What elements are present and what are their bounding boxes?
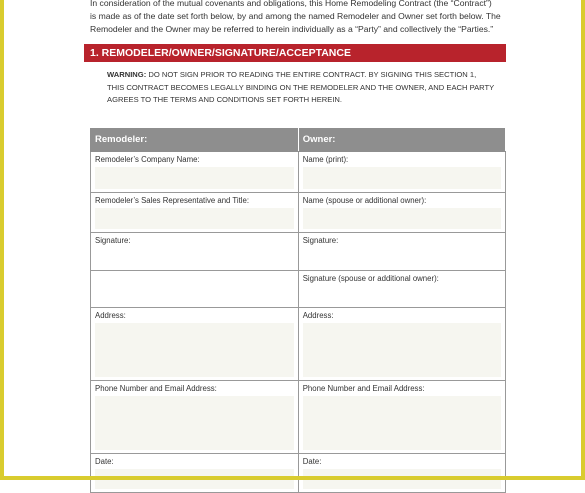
remodeler-header: Remodeler:: [91, 129, 299, 152]
intro-line-3: Remodeler and the Owner may be referred to herein individually as a “Party” and collectively the “Parties.”: [90, 24, 494, 34]
table-row: [91, 454, 506, 493]
owner-signature-spouse-label: Signature (spouse or additional owner):: [302, 274, 439, 283]
owner-header: Owner:: [298, 129, 505, 152]
signature-table: [90, 128, 506, 493]
warning-line-1: DO NOT SIGN PRIOR TO READING THE ENTIRE CONTRACT. BY SIGNING THIS SECTION 1,: [146, 70, 477, 79]
remodeler-empty-cell: [91, 271, 299, 308]
table-row: [91, 152, 506, 193]
remodeler-date-cell: [91, 454, 299, 493]
remodeler-signature-cell: [91, 233, 299, 271]
remodeler-signature-field[interactable]: [95, 248, 294, 267]
remodeler-date-field[interactable]: [95, 469, 294, 489]
intro-paragraph: [90, 0, 512, 36]
owner-name-field[interactable]: [303, 167, 501, 189]
remodeler-company-label: Remodeler’s Company Name:: [95, 155, 200, 164]
remodeler-rep-cell: [91, 193, 299, 233]
table-row: [91, 308, 506, 381]
owner-date-field[interactable]: [303, 469, 501, 489]
remodeler-phone-cell: [91, 381, 299, 454]
remodeler-signature-label: Signature:: [95, 236, 131, 245]
owner-date-cell: [298, 454, 505, 493]
remodeler-phone-field[interactable]: [95, 396, 294, 450]
remodeler-address-field[interactable]: [95, 323, 294, 377]
owner-signature-spouse-field[interactable]: [303, 286, 501, 304]
warning-label: WARNING:: [107, 70, 147, 79]
intro-line-1: In consideration of the mutual covenants and obligations, this Home Remodeling Contract (the “Contract”): [90, 0, 492, 8]
table-row: [91, 381, 506, 454]
table-row: [91, 271, 506, 308]
owner-name-spouse-label: Name (spouse or additional owner):: [302, 196, 427, 205]
owner-address-label: Address:: [302, 311, 334, 320]
owner-signature-label: Signature:: [302, 236, 339, 245]
owner-signature-cell: [298, 233, 505, 271]
remodeler-phone-label: Phone Number and Email Address:: [95, 384, 217, 393]
remodeler-company-field[interactable]: [95, 167, 294, 189]
owner-signature-field[interactable]: [303, 248, 501, 267]
remodeler-rep-field[interactable]: [95, 208, 294, 229]
remodeler-address-label: Address:: [95, 311, 126, 320]
owner-name-label: Name (print):: [302, 155, 349, 164]
warning-line-2: THIS CONTRACT BECOMES LEGALLY BINDING ON THE REMODELER AND THE OWNER, AND EACH PARTY: [107, 82, 495, 92]
table-header-row: [91, 129, 506, 152]
remodeler-rep-label: Remodeler’s Sales Representative and Title:: [95, 196, 249, 205]
section-title: 1. REMODELER/OWNER/SIGNATURE/ACCEPTANCE: [84, 44, 506, 62]
owner-phone-field[interactable]: [303, 396, 501, 450]
owner-date-label: Date:: [302, 457, 322, 466]
warning-line-3: AGREES TO THE TERMS AND CONDITIONS SET FORTH HEREIN.: [107, 95, 343, 104]
intro-line-2: is made as of the date set forth below, by and among the named Remodeler and Owner set forth below. The: [90, 11, 501, 21]
owner-address-field[interactable]: [303, 323, 501, 377]
table-row: [91, 193, 506, 233]
remodeler-company-cell: [91, 152, 299, 193]
owner-address-cell: [298, 308, 505, 381]
owner-name-spouse-field[interactable]: [303, 208, 501, 229]
owner-phone-label: Phone Number and Email Address:: [302, 384, 425, 393]
owner-phone-cell: [298, 381, 505, 454]
remodeler-address-cell: [91, 308, 299, 381]
owner-name-cell: [298, 152, 505, 193]
owner-signature-spouse-cell: [298, 271, 505, 308]
owner-name-spouse-cell: [298, 193, 505, 233]
warning-paragraph: [107, 69, 507, 107]
table-row: [91, 233, 506, 271]
remodeler-date-label: Date:: [95, 457, 114, 466]
